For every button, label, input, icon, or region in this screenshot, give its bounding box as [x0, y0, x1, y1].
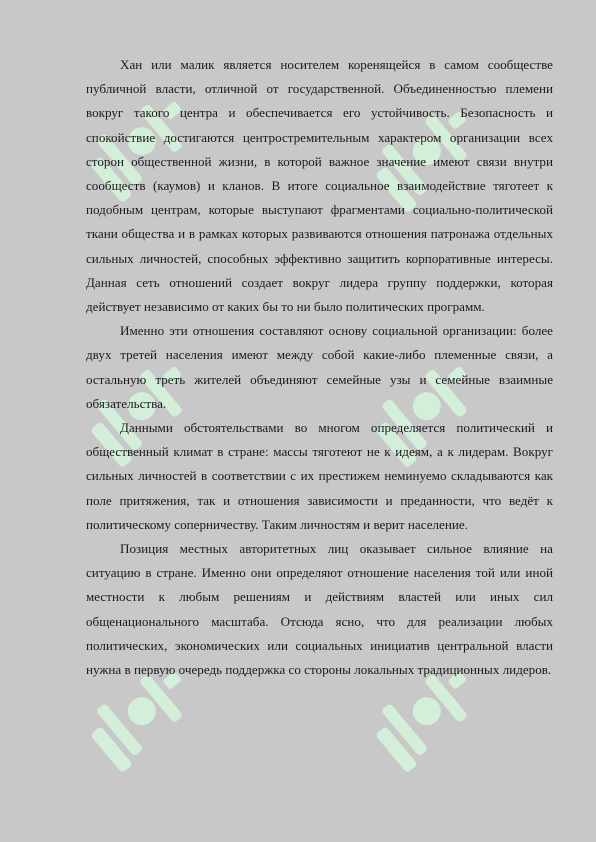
paragraph: Хан или малик является носителем коренящейся в самом сообществе публичной власти, отличной от государственной. Объединенностью племени вокруг такого центра и обеспечивается его устойчивость. Безопасность и спокойствие достигаются центростремительным характером организации всех сторон общественной жизни, в которой важное значение имеют связи внутри сообществ (каумов) и кланов. В итоге социальное взаимодействие тяготеет к подобным центрам, которые выступают фрагментами социально-политической ткани общества и в рамках которых развиваются отношения патронажа отдельных сильных личностей, способных эффективно защитить корпоративные интересы. Данная сеть отношений создает вокруг лидера группу поддержки, которая действует независимо от каких бы то ни было политических программ.	[86, 57, 553, 315]
paragraph: Позиция местных авторитетных лиц оказывает сильное влияние на ситуацию в стране. Именно они определяют отношение населения той или иной местности к любым решениям и действиям властей или иных сил общенационального масштаба. Отсюда ясно, что для реализации любых политических, экономических или социальных инициатив центральной власти нужна в первую очередь поддержка со стороны локальных традиционных лидеров.	[86, 541, 553, 678]
paragraph: Данными обстоятельствами во многом определяется политический и общественный климат в стране: массы тяготеют не к идеям, а к лидерам. Вокруг сильных личностей в соответствии с их престижем неминуемо складываются как поле притяжения, так и отношения зависимости и преданности, что ведёт к политическому соперничеству. Таким личностям и верит население.	[86, 420, 553, 532]
document-body	[86, 53, 553, 682]
paragraph: Именно эти отношения составляют основу социальной организации: более двух третей населения имеют между собой какие-либо племенные связи, а остальную треть жителей объединяют семейные узы и семейные взаимные обязательства.	[86, 323, 553, 411]
